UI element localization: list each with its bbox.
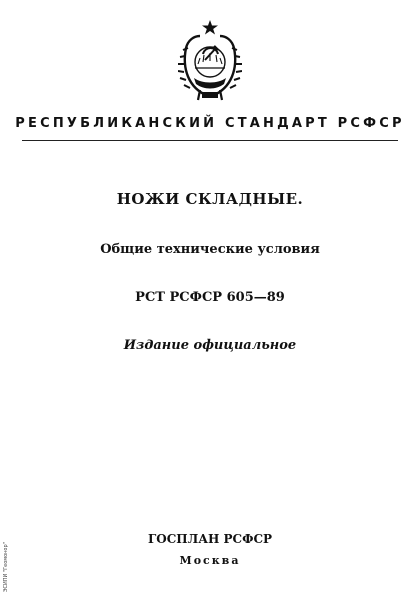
- rsfsr-coat-of-arms-icon: [178, 18, 242, 104]
- standard-header: РЕСПУБЛИКАНСКИЙ СТАНДАРТ РСФСР: [15, 116, 405, 131]
- publisher-name: ГОСПЛАН РСФСР: [147, 532, 273, 546]
- document-subtitle: Общие технические условия: [100, 242, 320, 257]
- document-title: НОЖИ СКЛАДНЫЕ.: [116, 190, 304, 208]
- publication-city: Москва: [179, 554, 241, 567]
- header-divider: [22, 140, 398, 141]
- side-stamp: ЭСИПИ "Геомонор": [3, 542, 9, 592]
- edition-note: Издание официальное: [123, 338, 297, 353]
- document-number: РСТ РСФСР 605—89: [135, 290, 285, 305]
